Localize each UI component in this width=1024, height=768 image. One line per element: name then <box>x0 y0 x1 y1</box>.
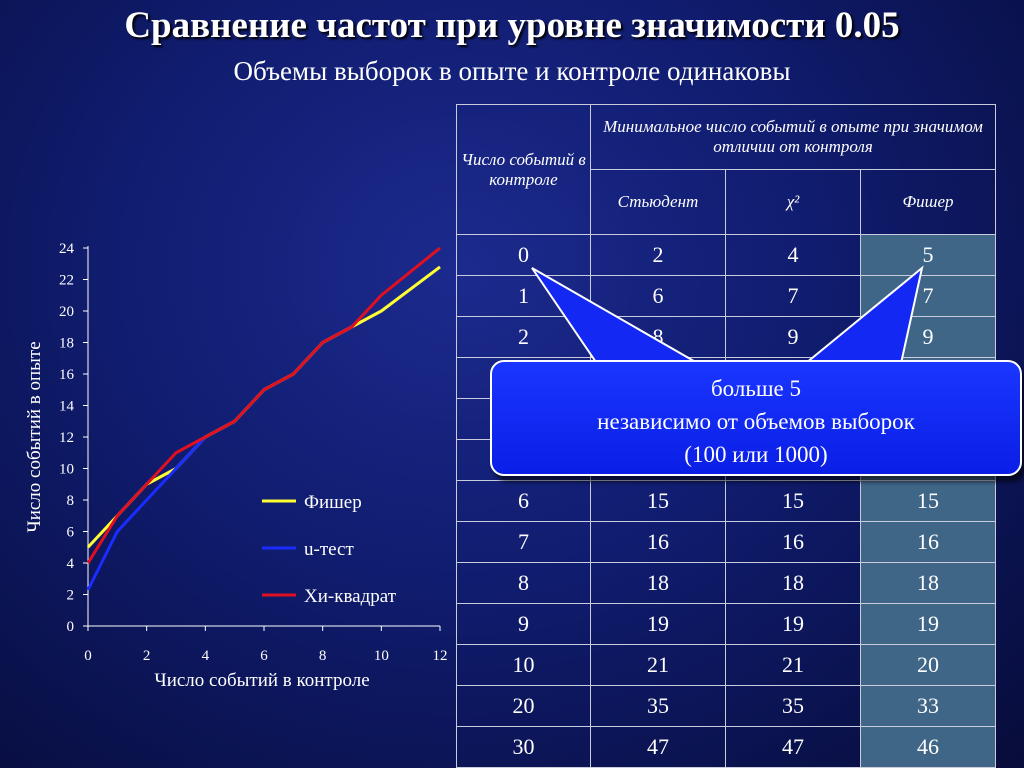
x-tick-label: 12 <box>432 648 448 664</box>
y-tick-label: 6 <box>66 524 74 541</box>
cell-student: 35 <box>591 686 726 727</box>
cell-control: 8 <box>457 563 591 604</box>
cell-student: 15 <box>591 481 726 522</box>
y-tick-label: 22 <box>59 272 74 289</box>
callout-line2: независимо от объемов выборок <box>597 409 915 434</box>
y-tick-label: 8 <box>66 493 74 509</box>
cell-fisher: 15 <box>861 481 996 522</box>
y-tick-label: 18 <box>59 335 74 352</box>
cell-student: 6 <box>591 276 726 317</box>
cell-chi2: 21 <box>726 645 861 686</box>
y-tick-label: 14 <box>59 398 74 415</box>
y-tick-label: 2 <box>66 587 74 604</box>
cell-student: 8 <box>591 317 726 358</box>
cell-control: 7 <box>457 522 591 563</box>
cell-chi2: 47 <box>726 727 861 768</box>
group-header-label: Минимальное число событий в опыте при значимом отличии от контроля <box>603 117 983 156</box>
cell-student: 18 <box>591 563 726 604</box>
cell-student: 47 <box>591 727 726 768</box>
cell-control: 30 <box>457 727 591 768</box>
y-tick-label: 10 <box>59 461 74 478</box>
callout-pointer-left <box>532 268 706 368</box>
cell-fisher: 46 <box>861 727 996 768</box>
x-tick-label: 6 <box>260 648 268 664</box>
y-tick-label: 12 <box>59 430 74 446</box>
col-chi2-header: χ² <box>726 170 861 235</box>
legend-label: Фишер <box>304 492 362 513</box>
cell-control: 1 <box>457 276 591 317</box>
cell-chi2: 4 <box>726 235 861 276</box>
cell-fisher: 33 <box>861 686 996 727</box>
cell-control: 0 <box>457 235 591 276</box>
cell-student: 19 <box>591 604 726 645</box>
cell-fisher: 19 <box>861 604 996 645</box>
cell-fisher: 18 <box>861 563 996 604</box>
cell-control: 6 <box>457 481 591 522</box>
slide-title: Сравнение частот при уровне значимости 0.05 <box>124 5 900 46</box>
cell-chi2: 18 <box>726 563 861 604</box>
cell-control: 2 <box>457 317 591 358</box>
col-student-header: Стьюдент <box>591 170 726 235</box>
cell-control: 9 <box>457 604 591 645</box>
cell-chi2: 7 <box>726 276 861 317</box>
cell-chi2: 15 <box>726 481 861 522</box>
cell-chi2: 19 <box>726 604 861 645</box>
cell-fisher: 16 <box>861 522 996 563</box>
x-axis-title: Число событий в контроле <box>154 670 370 691</box>
legend-label: u-тест <box>304 539 354 560</box>
cell-student: 2 <box>591 235 726 276</box>
x-tick-label: 2 <box>142 648 151 664</box>
y-axis-title: Число событий в опыте <box>24 341 45 533</box>
y-tick-label: 4 <box>66 556 74 572</box>
cell-fisher: 7 <box>861 276 996 317</box>
cell-student: 16 <box>591 522 726 563</box>
x-tick-label: 0 <box>84 648 92 664</box>
cell-fisher: 9 <box>861 317 996 358</box>
legend-label: Хи-квадрат <box>304 586 397 607</box>
cell-control: 20 <box>457 686 591 727</box>
cell-chi2: 16 <box>726 522 861 563</box>
cell-fisher: 5 <box>861 235 996 276</box>
callout-box <box>490 360 1022 476</box>
col-fisher-header: Фишер <box>861 170 996 235</box>
cell-chi2: 9 <box>726 317 861 358</box>
callout-line1: больше 5 <box>710 376 802 401</box>
callout-line3: (100 или 1000) <box>684 442 828 467</box>
cell-control: 10 <box>457 645 591 686</box>
x-tick-label: 4 <box>201 648 210 664</box>
cell-chi2: 35 <box>726 686 861 727</box>
y-tick-label: 0 <box>66 619 74 635</box>
y-tick-label: 24 <box>59 241 74 257</box>
x-tick-label: 8 <box>318 648 327 664</box>
x-tick-label: 10 <box>373 648 389 664</box>
col-control-header-label: Число событий в контроле <box>461 149 586 189</box>
cell-student: 21 <box>591 645 726 686</box>
slide-subtitle: Объемы выборок в опыте и контроле одинаковы <box>233 56 791 86</box>
cell-fisher: 20 <box>861 645 996 686</box>
y-tick-label: 20 <box>59 304 74 320</box>
y-tick-label: 16 <box>59 367 74 383</box>
callout-pointer-right <box>800 268 922 368</box>
